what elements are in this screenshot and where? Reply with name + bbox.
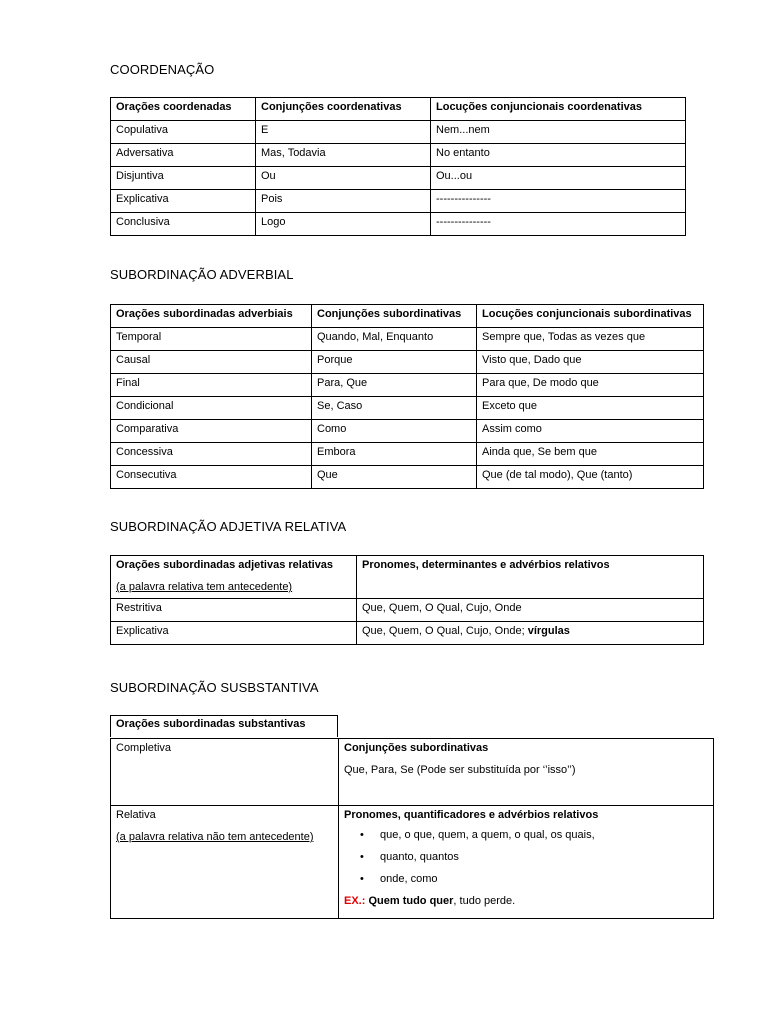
example-line (344, 894, 708, 908)
section-title-adverbial: SUBORDINAÇÃO ADVERBIAL (110, 267, 294, 282)
table-cell: Copulativa (111, 121, 256, 144)
table-cell: Como (312, 420, 477, 443)
list-item-text: onde, como (380, 873, 438, 885)
table-header-row (111, 556, 704, 599)
table-cell: Para que, De modo que (477, 374, 704, 397)
cell-text: Que, Para, Se (Pode ser substituída por ‘’isso’’) (344, 764, 576, 776)
header-cell: Conjunções subordinativas (312, 305, 477, 328)
header-cell: Locuções conjuncionais subordinativas (477, 305, 704, 328)
table-cell: Final (111, 374, 312, 397)
table-cell: Assim como (477, 420, 704, 443)
list-item (360, 850, 708, 864)
table-substantiva (110, 738, 714, 919)
table-row (111, 167, 686, 190)
table-row (111, 374, 704, 397)
header-cell: Orações subordinadas substantivas (110, 715, 338, 737)
table-row (111, 397, 704, 420)
header-cell: Pronomes, determinantes e advérbios relativos (357, 556, 704, 599)
table-cell (339, 806, 714, 919)
table-adverbial (110, 304, 704, 489)
cell-label: Relativa (116, 809, 156, 821)
table-row (111, 806, 714, 919)
example-bold: Quem tudo quer (368, 895, 454, 907)
table-row (111, 213, 686, 236)
table-adjetiva (110, 555, 704, 645)
section-title-coordenacao: COORDENAÇÃO (110, 62, 215, 77)
table-cell: Logo (256, 213, 431, 236)
cell-title: Conjunções subordinativas (344, 742, 489, 754)
table-cell: Disjuntiva (111, 167, 256, 190)
cell-bold-text: vírgulas (527, 625, 570, 637)
header-label: Orações subordinadas adjetivas relativas (116, 559, 334, 571)
table-row (111, 443, 704, 466)
bullet-icon: • (360, 851, 364, 863)
table-cell: Sempre que, Todas as vezes que (477, 328, 704, 351)
table-row (111, 420, 704, 443)
table-cell: Quando, Mal, Enquanto (312, 328, 477, 351)
table-cell (357, 622, 704, 645)
table-cell: Que, Quem, O Qual, Cujo, Onde (357, 599, 704, 622)
table-cell: Porque (312, 351, 477, 374)
table-row (111, 466, 704, 489)
table-cell: Nem...nem (431, 121, 686, 144)
bullet-list (344, 828, 708, 886)
table-cell: Pois (256, 190, 431, 213)
table-cell: No entanto (431, 144, 686, 167)
table-cell: Mas, Todavia (256, 144, 431, 167)
table-row (111, 328, 704, 351)
bullet-icon: • (360, 829, 364, 841)
table-cell (339, 739, 714, 806)
table-row (111, 599, 704, 622)
example-label: EX.: (344, 895, 366, 907)
header-cell: Locuções conjuncionais coordenativas (431, 98, 686, 121)
header-note: (a palavra relativa tem antecedente) (116, 581, 293, 593)
header-cell: Orações subordinadas adverbiais (111, 305, 312, 328)
table-row (111, 622, 704, 645)
table-cell: Explicativa (111, 190, 256, 213)
list-item (360, 872, 708, 886)
list-item-text: quanto, quantos (380, 851, 459, 863)
header-cell: Orações coordenadas (111, 98, 256, 121)
table-cell: Comparativa (111, 420, 312, 443)
table-cell: Ou (256, 167, 431, 190)
table-coordenacao (110, 97, 686, 236)
table-row (111, 144, 686, 167)
table-cell (111, 806, 339, 919)
section-title-substantiva: SUBORDINAÇÃO SUSBSTANTIVA (110, 680, 319, 695)
table-cell: Exceto que (477, 397, 704, 420)
table-cell: Consecutiva (111, 466, 312, 489)
table-row (111, 121, 686, 144)
table-cell: Completiva (111, 739, 339, 806)
table-row (111, 190, 686, 213)
list-item-text: que, o que, quem, a quem, o qual, os quais, (380, 829, 595, 841)
table-cell: Visto que, Dado que (477, 351, 704, 374)
list-item (360, 828, 708, 842)
table-cell: Condicional (111, 397, 312, 420)
table-cell: E (256, 121, 431, 144)
table-cell: Embora (312, 443, 477, 466)
table-cell: Ainda que, Se bem que (477, 443, 704, 466)
table-cell: --------------- (431, 190, 686, 213)
table-cell: Causal (111, 351, 312, 374)
cell-title: Pronomes, quantificadores e advérbios relativos (344, 809, 599, 821)
section-title-adjetiva: SUBORDINAÇÃO ADJETIVA RELATIVA (110, 519, 347, 534)
table-row (111, 351, 704, 374)
table-cell: Que (de tal modo), Que (tanto) (477, 466, 704, 489)
header-cell (111, 556, 357, 599)
bullet-icon: • (360, 873, 364, 885)
table-cell: Adversativa (111, 144, 256, 167)
table-header-row (111, 98, 686, 121)
table-cell: Ou...ou (431, 167, 686, 190)
table-cell: Concessiva (111, 443, 312, 466)
example-rest: , tudo perde. (453, 895, 516, 907)
table-row (111, 739, 714, 806)
cell-note: (a palavra relativa não tem antecedente) (116, 831, 314, 843)
table-cell: Explicativa (111, 622, 357, 645)
table-cell: Que (312, 466, 477, 489)
table-cell: Para, Que (312, 374, 477, 397)
table-cell: Restritiva (111, 599, 357, 622)
header-cell: Conjunções coordenativas (256, 98, 431, 121)
table-cell: Temporal (111, 328, 312, 351)
table-cell: --------------- (431, 213, 686, 236)
table-header-row (111, 305, 704, 328)
table-cell: Se, Caso (312, 397, 477, 420)
table-cell: Conclusiva (111, 213, 256, 236)
cell-text: Que, Quem, O Qual, Cujo, Onde; (362, 625, 525, 637)
